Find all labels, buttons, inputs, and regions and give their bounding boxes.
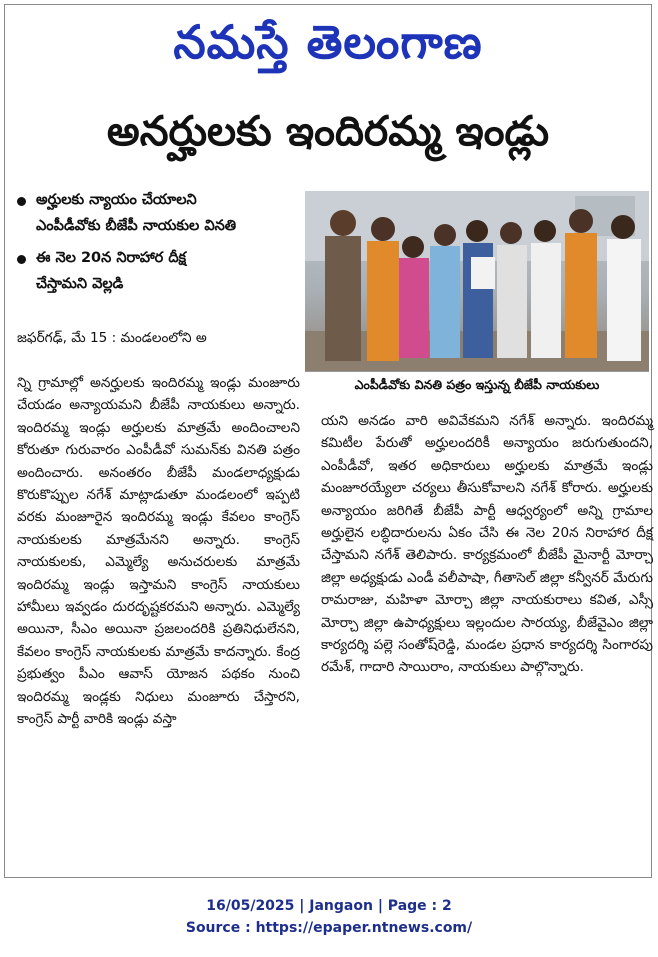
- footer-date-edition: 16/05/2025 | Jangaon | Page : 2: [206, 898, 452, 914]
- masthead-title: నమస్తే తెలంగాణ: [173, 15, 483, 69]
- article-paragraph: న్ని గ్రామాల్లో అనర్హులకు ఇందిరమ్మ ఇండ్లు మంజూరు చేయడం అన్యాయమని బీజేపీ నాయకులు అన్నారు. ఇందిరమ్మ ఇండ్లు అర్హులకు మాత్రమే అందించాలని కోరుతూ గురువారం ఎంపీడీవో సుమన్‌కు వినతి పత్రం అందించారు. అనంతరం బీజేపీ మండలాధ్యక్షుడు కొరుకొప్పుల నగేశ్ మాట్లాడుతూ మండలంలో ఇప్పటి వరకు మంజూరైన ఇందిరమ్మ ఇండ్లు కేవలం కాంగ్రెస్ నాయకులకు మాత్రమేనని అన్నారు. కాంగ్రెస్ నాయకులకు, ఎమ్మెల్యే అనుచరులకు మాత్రమే ఇందిరమ్మ ఇండ్లు ఇస్తామని కాంగ్రెస్ నాయకులు హామీలు ఇవ్వడం దురదృష్టకరమని అన్నారు. ఎమ్మెల్యే అయినా, సీఎం అయినా ప్రజలందరికి ప్రతినిధులేనని, కేవలం కాంగ్రెస్ నాయకులకు మాత్రమే కాదన్నారు. కేంద్ర ప్రభుత్వం పీఎం ఆవాస్ యోజన పథకం నుంచి ఇందిరమ్మ ఇండ్లకు నిధులు మంజూరు చేస్తారని, కాంగ్రెస్ పార్టీ వారికి ఇండ్లు వస్తా: [17, 375, 300, 728]
- bullet-line: ఎంపీడీవోకు బీజేపీ నాయకుల వినతి: [36, 218, 237, 234]
- newspaper-masthead: [5, 5, 651, 91]
- article-column-1: [17, 372, 300, 731]
- headline-text: అనర్హులకు ఇందిరమ్మ ఇండ్లు: [106, 107, 550, 155]
- bullet-list: [13, 187, 299, 303]
- article-frame: [4, 4, 652, 878]
- bullet-line: చేస్తామని వెల్లడి: [36, 276, 124, 292]
- bullet-dot-icon: [17, 197, 26, 206]
- photo-illustration: [305, 191, 649, 371]
- footer-source-link[interactable]: Source : https://epaper.ntnews.com/: [185, 920, 473, 936]
- news-photo: [305, 191, 649, 371]
- bullet-item: [13, 187, 299, 239]
- bullet-dot-icon: [17, 255, 26, 264]
- article-column-2: [321, 410, 653, 679]
- photo-caption: [305, 371, 649, 400]
- source-footer: [0, 895, 658, 939]
- article-paragraph: యని అనడం వారి అవివేకమని నగేశ్ అన్నారు. ఇందిరమ్మ కమిటీల పేరుతో అర్హులందరికీ అన్యాయం జరుగుతుందని, ఎంపీడీవో, ఇతర అధికారులు అర్హులకు మాత్రమే ఇండ్లు మంజూరయ్యేలా చర్యలు తీసుకోవాలని నగేశ్ కోరారు. అర్హులకు అన్యాయం జరిగితే బీజేపీ పార్టీ ఆధ్వర్యంలో అన్ని గ్రామాల అర్హులైన లబ్ధిదారులను ఏకం చేసి ఈ నెల 20న నిరాహార దీక్ష చేస్తామని నగేశ్ తెలిపారు. కార్యక్రమంలో బీజేపీ మైనార్టీ మోర్చా జిల్లా అధ్యక్షుడు ఎండీ వలీపాషా, గీతాసెల్ జిల్లా కన్వీనర్ మేరుగు రామరాజు, మహిళా మోర్చా జిల్లా నాయకురాలు కవిత, ఎస్సీ మోర్చా జిల్లా ఉపాధ్యక్షులు ఇల్లందుల సారయ్య, బీజేవైఎం జిల్లా కార్యదర్శి పల్లె సంతోష్‌రెడ్డి, మండల ప్రధాన కార్యదర్శి సింగారపు రమేశ్, గాదారి సాయిరాం, నాయకులు పాల్గొన్నారు.: [321, 413, 653, 676]
- photo-caption-text: ఎంపీడీవోకు వినతి పత్రం ఇస్తున్న బీజేపీ నాయకులు: [354, 376, 600, 392]
- bullet-line: ఈ నెల 20న నిరాహార దీక్ష: [36, 250, 187, 266]
- bullet-item: [13, 245, 299, 297]
- bullet-line: అర్హులకు న్యాయం చేయాలని: [36, 192, 197, 208]
- headline: [5, 93, 651, 179]
- article-lead-text: జఫర్‌గఢ్, మే 15 : మండలంలోని అ: [17, 330, 207, 346]
- article-column-1-lead: [17, 327, 300, 349]
